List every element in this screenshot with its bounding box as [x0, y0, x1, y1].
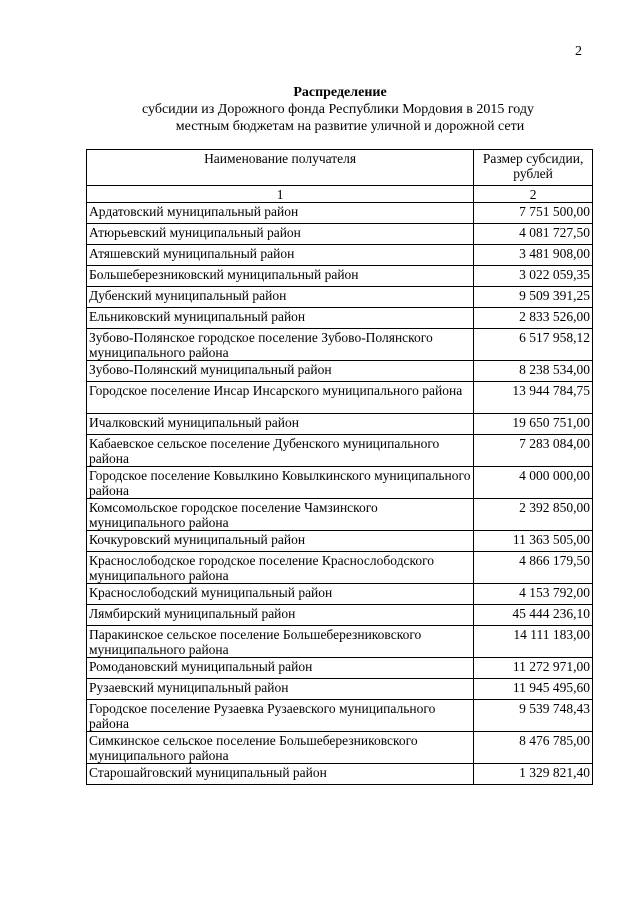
subsidy-amount: 7 751 500,00: [474, 203, 593, 224]
subsidy-amount: 4 000 000,00: [474, 467, 593, 499]
subsidy-amount: 4 081 727,50: [474, 224, 593, 245]
subsidy-amount: 7 283 084,00: [474, 435, 593, 467]
subsidy-amount: 45 444 236,10: [474, 605, 593, 626]
subsidy-amount: 11 363 505,00: [474, 531, 593, 552]
page-number: 2: [575, 44, 582, 59]
subsidy-amount: 13 944 784,75: [474, 382, 593, 414]
subsidy-amount: 4 866 179,50: [474, 552, 593, 584]
column-number-1: 1: [87, 186, 474, 203]
subsidy-amount: 3 481 908,00: [474, 245, 593, 266]
recipient-name: Городское поселение Инсар Инсарского муниципального района: [87, 382, 474, 414]
table-row: [87, 626, 593, 658]
table-row: [87, 732, 593, 764]
table-row: [87, 499, 593, 531]
table-row: [87, 700, 593, 732]
subsidy-amount: 11 945 495,60: [474, 679, 593, 700]
subsidy-amount: 8 238 534,00: [474, 361, 593, 382]
subsidy-amount: 19 650 751,00: [474, 414, 593, 435]
subsidy-amount: 3 022 059,35: [474, 266, 593, 287]
table-row: [87, 605, 593, 626]
subsidy-amount: 9 509 391,25: [474, 287, 593, 308]
subsidy-amount: 6 517 958,12: [474, 329, 593, 361]
table-row: [87, 203, 593, 224]
recipient-name: Ичалковский муниципальный район: [87, 414, 474, 435]
table-row: [87, 467, 593, 499]
table-row: [87, 308, 593, 329]
recipient-name: Рузаевский муниципальный район: [87, 679, 474, 700]
subsidy-amount: 2 392 850,00: [474, 499, 593, 531]
recipient-name: Дубенский муниципальный район: [87, 287, 474, 308]
subsidy-amount: 11 272 971,00: [474, 658, 593, 679]
recipient-name: Ардатовский муниципальный район: [87, 203, 474, 224]
table-row: [87, 224, 593, 245]
table-row: [87, 658, 593, 679]
document-subtitle-line1: субсидии из Дорожного фонда Республики Мордовия в 2015 году: [142, 102, 534, 117]
table-row: [87, 245, 593, 266]
table-header-row: [87, 150, 593, 186]
recipient-name: Кочкуровский муниципальный район: [87, 531, 474, 552]
recipient-name: Ромодановский муниципальный район: [87, 658, 474, 679]
table-row: [87, 679, 593, 700]
table-row: [87, 435, 593, 467]
recipient-name: Городское поселение Ковылкино Ковылкинского муниципального района: [87, 467, 474, 499]
table-row: [87, 531, 593, 552]
recipient-name: Паракинское сельское поселение Большеберезниковского муниципального района: [87, 626, 474, 658]
recipient-name: Городское поселение Рузаевка Рузаевского муниципального района: [87, 700, 474, 732]
table-row: [87, 361, 593, 382]
table-row: [87, 764, 593, 785]
recipient-name: Симкинское сельское поселение Большеберезниковского муниципального района: [87, 732, 474, 764]
column-header-recipient: Наименование получателя: [87, 150, 474, 186]
recipient-name: Атюрьевский муниципальный район: [87, 224, 474, 245]
document-heading: [0, 84, 640, 135]
recipient-name: Лямбирский муниципальный район: [87, 605, 474, 626]
subsidy-amount: 2 833 526,00: [474, 308, 593, 329]
column-number-2: 2: [474, 186, 593, 203]
column-header-amount: Размер субсидии, рублей: [474, 150, 593, 186]
table-row: [87, 552, 593, 584]
subsidy-distribution-table: [86, 149, 593, 785]
subsidy-amount: 8 476 785,00: [474, 732, 593, 764]
recipient-name: Краснослободский муниципальный район: [87, 584, 474, 605]
table-row: [87, 287, 593, 308]
recipient-name: Зубово-Полянский муниципальный район: [87, 361, 474, 382]
recipient-name: Кабаевское сельское поселение Дубенского муниципального района: [87, 435, 474, 467]
recipient-name: Атяшевский муниципальный район: [87, 245, 474, 266]
recipient-name: Краснослободское городское поселение Краснослободского муниципального района: [87, 552, 474, 584]
table-body: [87, 203, 593, 785]
recipient-name: Ельниковский муниципальный район: [87, 308, 474, 329]
subsidy-amount: 4 153 792,00: [474, 584, 593, 605]
document-title: Распределение: [293, 85, 387, 100]
table-row: [87, 382, 593, 414]
recipient-name: Зубово-Полянское городское поселение Зубово-Полянского муниципального района: [87, 329, 474, 361]
table-row: [87, 584, 593, 605]
recipient-name: Старошайговский муниципальный район: [87, 764, 474, 785]
subsidy-amount: 9 539 748,43: [474, 700, 593, 732]
recipient-name: Комсомольское городское поселение Чамзинского муниципального района: [87, 499, 474, 531]
column-number-row: [87, 186, 593, 203]
table-row: [87, 329, 593, 361]
recipient-name: Большеберезниковский муниципальный район: [87, 266, 474, 287]
table-row: [87, 414, 593, 435]
table-row: [87, 266, 593, 287]
subsidy-amount: 1 329 821,40: [474, 764, 593, 785]
subsidy-amount: 14 111 183,00: [474, 626, 593, 658]
document-subtitle-line2: местным бюджетам на развитие уличной и дорожной сети: [175, 119, 525, 134]
